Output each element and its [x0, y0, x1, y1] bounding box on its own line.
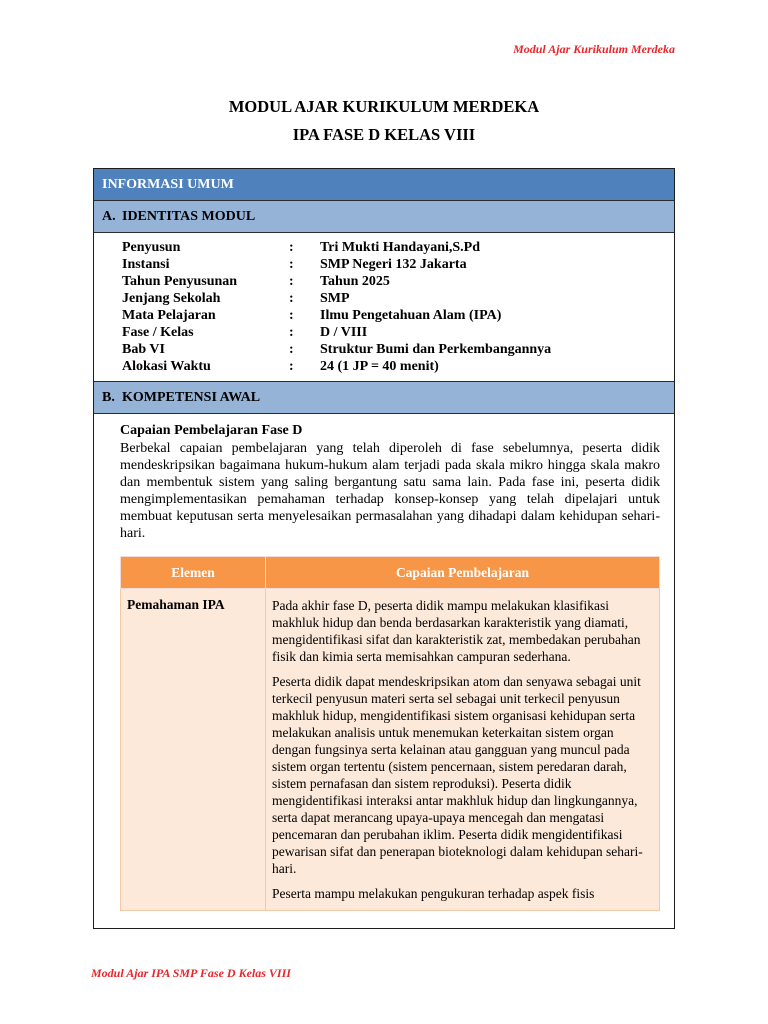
identitas-row [122, 307, 674, 324]
identitas-value: SMP Negeri 132 Jakarta [320, 257, 467, 272]
cell-elemen: Pemahaman IPA [121, 589, 266, 911]
capaian-paragraph: Peserta mampu melakukan pengukuran terhadap aspek fisis [272, 886, 595, 901]
identitas-sep: : [289, 325, 294, 340]
document-title [0, 93, 768, 149]
identitas-row [122, 324, 674, 341]
kompetensi-awal-bar [94, 382, 674, 414]
column-header-capaian: Capaian Pembelajaran [266, 557, 660, 589]
identitas-sep: : [289, 257, 294, 272]
column-header-elemen: Elemen [121, 557, 266, 589]
identitas-key: Mata Pelajaran [122, 308, 216, 323]
footer-note: Modul Ajar IPA SMP Fase D Kelas VIII [91, 966, 291, 980]
identitas-row [122, 256, 674, 273]
cp-title: Capaian Pembelajaran Fase D [120, 423, 303, 438]
capaian-table [120, 556, 660, 911]
identitas-row [122, 358, 674, 375]
identitas-value: Tahun 2025 [320, 274, 390, 289]
identitas-sep: : [289, 291, 294, 306]
identitas-key: Instansi [122, 257, 170, 272]
identitas-row [122, 341, 674, 358]
identitas-value: Ilmu Pengetahuan Alam (IPA) [320, 308, 502, 323]
identitas-key: Fase / Kelas [122, 325, 194, 340]
identitas-key: Alokasi Waktu [122, 359, 211, 374]
identitas-value: D / VIII [320, 325, 368, 340]
identitas-list [94, 233, 674, 382]
identitas-value: Tri Mukti Handayani,S.Pd [320, 240, 481, 255]
identitas-row [122, 239, 674, 256]
identitas-key: Bab VI [122, 342, 165, 357]
identitas-key: Tahun Penyusunan [122, 274, 238, 289]
section-heading: KOMPETENSI AWAL [122, 390, 261, 405]
table-row [121, 589, 660, 911]
title-line-2: IPA FASE D KELAS VIII [292, 125, 476, 144]
identitas-sep: : [289, 274, 294, 289]
title-line-1: MODUL AJAR KURIKULUM MERDEKA [228, 97, 540, 116]
section-heading: IDENTITAS MODUL [122, 209, 256, 224]
identitas-sep: : [289, 342, 294, 357]
cell-capaian [266, 589, 660, 911]
identitas-sep: : [289, 359, 294, 374]
identitas-value: 24 (1 JP = 40 menit) [320, 359, 439, 374]
table-header-row [121, 557, 660, 589]
identitas-key: Jenjang Sekolah [122, 291, 221, 306]
capaian-paragraph: Peserta didik dapat mendeskripsikan atom dan senyawa sebagai unit terkecil penyusun materi serta sel sebagai unit terkecil penyusun makhluk hidup, mengidentifikasi sistem organisasi kehidupan serta melakukan analisis untuk menemukan keterkaitan sistem organ dengan fungsinya serta kelainan atau gangguan yang muncul pada sistem organ tertentu (sistem pencernaan, sistem peredaran darah, sistem pernafasan dan sistem reproduksi). Peserta didik mengidentifikasi interaksi antar makhluk hidup dan lingkungannya, serta dapat merancang upaya-upaya mencegah dan mengatasi pencemaran dan perubahan iklim. Peserta didik mengidentifikasi pewarisan sifat dan penerapan bioteknologi dalam kehidupan sehari-hari. [272, 674, 643, 876]
capaian-paragraph: Pada akhir fase D, peserta didik mampu melakukan klasifikasi makhluk hidup dan benda berdasarkan karakteristik yang diamati, mengidentifikasi sifat dan karakteristik zat, membedakan perubahan fisik dan kimia serta memisahkan campuran sederhana. [272, 598, 641, 664]
cp-paragraph: Berbekal capaian pembelajaran yang telah diperoleh di fase sebelumnya, peserta didik mendeskripsikan bagaimana hukum-hukum alam terjadi pada skala mikro hingga skala makro dan membentuk sistem yang saling bergantung satu sama lain. Pada fase ini, peserta didik mengimplementasikan pemahaman terhadap konsep-konsep yang telah dipelajari untuk membuat keputusan serta menyelesaikan permasalahan yang dihadapi dalam kehidupan sehari-hari. [120, 441, 660, 541]
identitas-row [122, 273, 674, 290]
section-number: B. [102, 390, 115, 405]
identitas-value: SMP [320, 291, 350, 306]
section-number: A. [102, 209, 116, 224]
identitas-sep: : [289, 308, 294, 323]
identitas-modul-bar [94, 201, 674, 233]
identitas-value: Struktur Bumi dan Perkembangannya [320, 342, 552, 357]
header-note: Modul Ajar Kurikulum Merdeka [513, 42, 675, 56]
module-frame [93, 168, 675, 929]
kompetensi-content [94, 414, 674, 911]
identitas-key: Penyusun [122, 240, 181, 255]
identitas-row [122, 290, 674, 307]
identitas-sep: : [289, 240, 294, 255]
informasi-umum-bar: INFORMASI UMUM [94, 169, 674, 201]
